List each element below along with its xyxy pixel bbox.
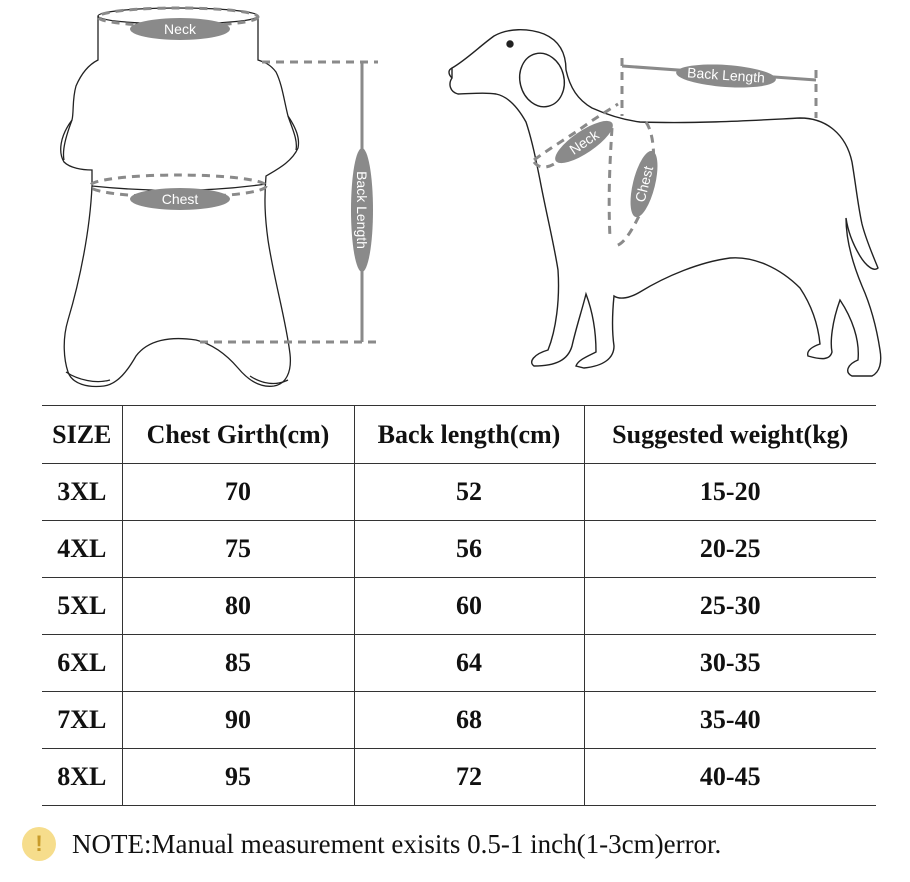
- measurement-illustrations: [0, 0, 910, 395]
- size-cell: 4XL: [42, 521, 122, 578]
- table-row: [42, 464, 876, 521]
- header-size: SIZE: [42, 406, 122, 464]
- weight-cell: 20-25: [584, 521, 876, 578]
- header-chest-girth: Chest Girth(cm): [122, 406, 354, 464]
- measurement-note: [22, 824, 721, 864]
- table-header-row: [42, 406, 876, 464]
- coat-back-length-tag: [351, 148, 373, 272]
- note-text: NOTE:Manual measurement exisits 0.5-1 inch(1-3cm)error.: [72, 828, 722, 859]
- table-row: [42, 578, 876, 635]
- weight-cell: 30-35: [584, 635, 876, 692]
- back-length-cell: 72: [354, 749, 584, 806]
- chest-cell: 90: [122, 692, 354, 749]
- size-cell: 8XL: [42, 749, 122, 806]
- svg-text:Neck: Neck: [164, 21, 196, 37]
- chest-cell: 80: [122, 578, 354, 635]
- back-length-cell: 56: [354, 521, 584, 578]
- table-row: [42, 749, 876, 806]
- table-row: [42, 692, 876, 749]
- chest-cell: 85: [122, 635, 354, 692]
- weight-cell: 40-45: [584, 749, 876, 806]
- size-cell: 7XL: [42, 692, 122, 749]
- svg-text:Back Length: Back Length: [686, 64, 766, 86]
- back-length-cell: 68: [354, 692, 584, 749]
- size-cell: 3XL: [42, 464, 122, 521]
- svg-text:Back Length: Back Length: [354, 171, 370, 249]
- dog-chest-tag: [625, 148, 663, 219]
- header-back-length: Back length(cm): [354, 406, 584, 464]
- coat-measure-lines: [90, 8, 378, 342]
- chest-cell: 70: [122, 464, 354, 521]
- dog-outline: [449, 30, 881, 376]
- coat-neck-tag: [130, 18, 230, 40]
- svg-text:Chest: Chest: [631, 164, 657, 204]
- coat-and-dog-diagram: [0, 0, 910, 395]
- size-chart-table: [42, 405, 876, 806]
- weight-cell: 35-40: [584, 692, 876, 749]
- header-suggested-weight: Suggested weight(kg): [584, 406, 876, 464]
- weight-cell: 15-20: [584, 464, 876, 521]
- dog-back-length-tag: [675, 62, 776, 91]
- size-cell: 5XL: [42, 578, 122, 635]
- back-length-cell: 60: [354, 578, 584, 635]
- svg-text:Neck: Neck: [566, 126, 602, 158]
- table-row: [42, 521, 876, 578]
- weight-cell: 25-30: [584, 578, 876, 635]
- table-row: [42, 635, 876, 692]
- size-cell: 6XL: [42, 635, 122, 692]
- svg-text:Chest: Chest: [161, 191, 199, 207]
- back-length-cell: 52: [354, 464, 584, 521]
- back-length-cell: 64: [354, 635, 584, 692]
- coat-chest-tag: [130, 188, 230, 210]
- exclamation-icon: !: [22, 827, 56, 861]
- chest-cell: 95: [122, 749, 354, 806]
- chest-cell: 75: [122, 521, 354, 578]
